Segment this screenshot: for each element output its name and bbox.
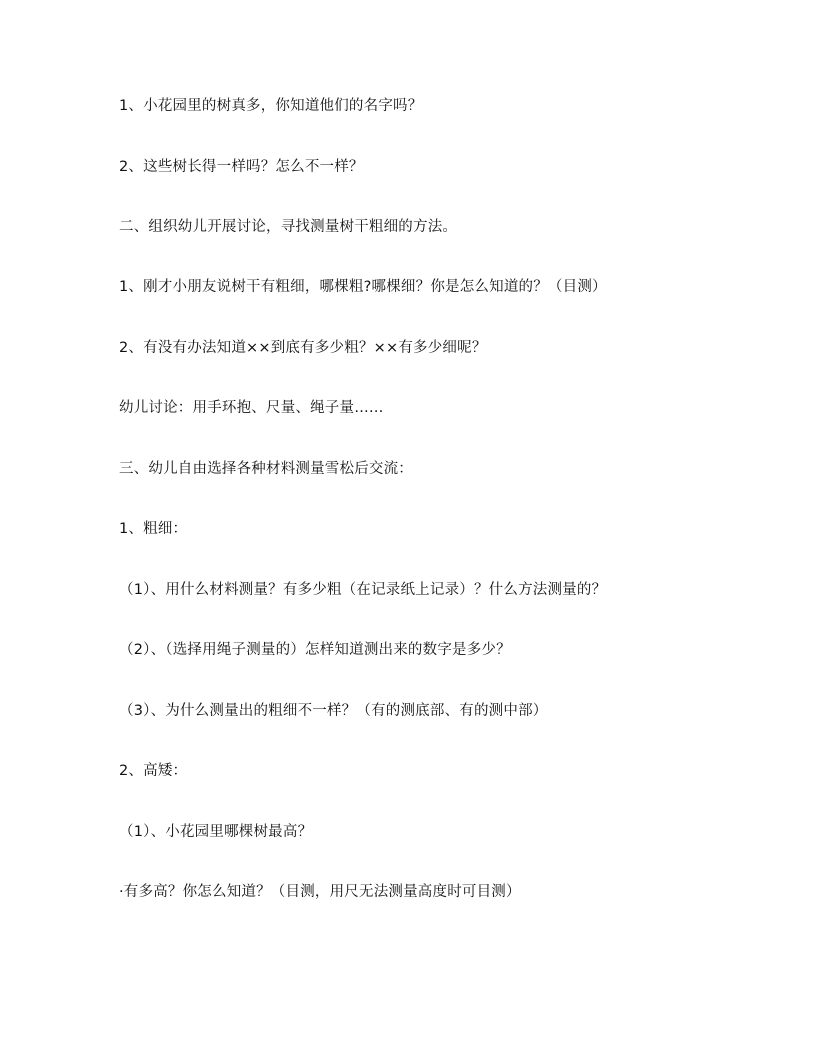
thickness-heading: 1、粗细： [119,521,188,537]
height-bullet-line: ·有多高？你怎么知道？（目测，用尺无法测量高度时可目测） [119,884,521,900]
children-discussion-line: 幼儿讨论：用手环抱、尺量、绳子量…… [119,400,384,416]
height-heading: 2、高矮： [119,763,188,779]
discussion-2-line: 2、有没有办法知道××到底有多少粗？××有多少细呢？ [119,340,487,356]
height-item-1: （1）、小花园里哪棵树最高？ [119,824,313,840]
section-2-heading: 二、组织幼儿开展讨论，寻找测量树干粗细的方法。 [119,219,458,235]
question-1-line: 1、小花园里的树真多，你知道他们的名字吗？ [119,98,423,114]
thickness-item-1: （1）、用什么材料测量？有多少粗（在记录纸上记录）？什么方法测量的？ [119,582,607,598]
discussion-1-line: 1、刚才小朋友说树干有粗细，哪棵粗?哪棵细？你是怎么知道的？（目测） [119,279,607,295]
thickness-item-2: （2）、（选择用绳子测量的）怎样知道测出来的数字是多少？ [119,642,511,658]
thickness-item-3: （3）、为什么测量出的粗细不一样？（有的测底部、有的测中部） [119,703,548,719]
section-3-heading: 三、幼儿自由选择各种材料测量雪松后交流： [119,461,413,477]
question-2-line: 2、这些树长得一样吗？怎么不一样？ [119,159,364,175]
